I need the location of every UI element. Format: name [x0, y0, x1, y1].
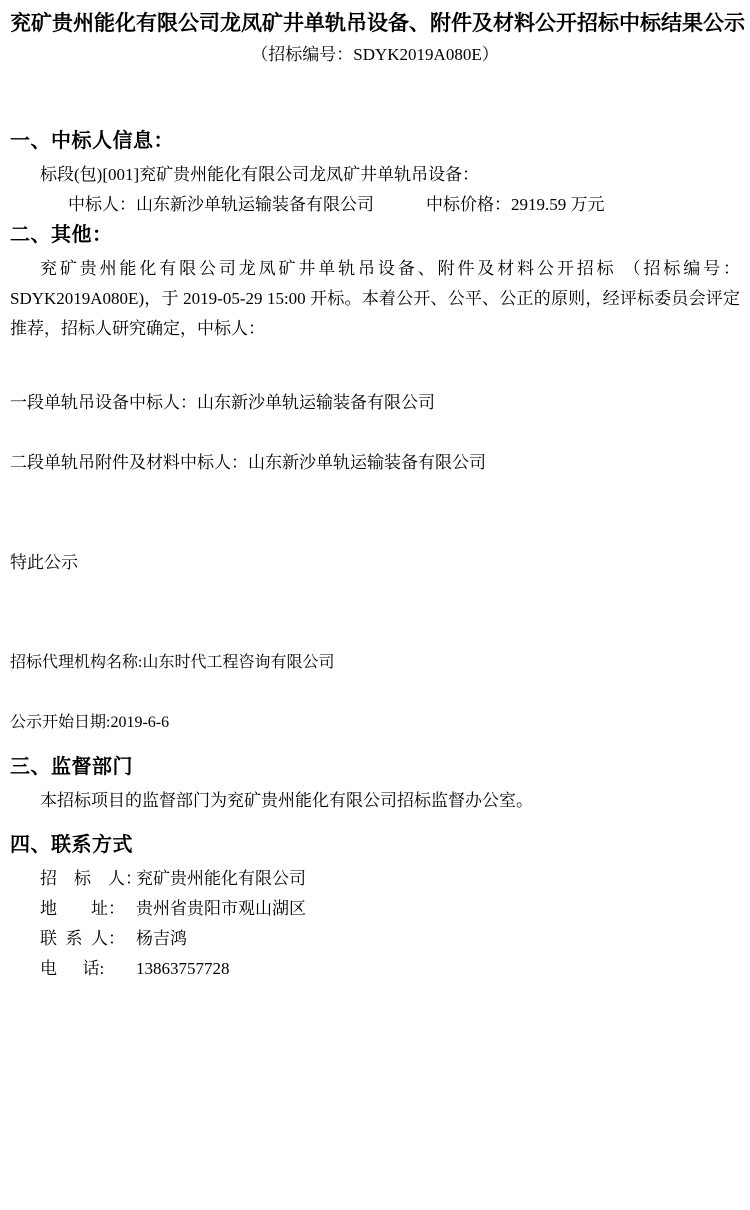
section-heading-contact: 四、联系方式: [10, 834, 133, 856]
contact-label: 招 标 人：: [40, 869, 142, 888]
price-label: 中标价格：: [426, 195, 511, 214]
spacer: [10, 816, 740, 830]
contact-value: 杨吉鸿: [136, 929, 187, 948]
contact-label: 电 话:: [40, 959, 105, 978]
contact-value: 13863757728: [136, 959, 230, 978]
contact-row-person: [10, 924, 740, 954]
section-heading-winner: 一、中标人信息：: [10, 130, 174, 152]
winner-row: [10, 190, 740, 220]
winner-name: 山东新沙单轨运输装备有限公司: [136, 195, 374, 214]
lot-line: 标段(包)[001]兖矿贵州能化有限公司龙凤矿井单轨吊设备：: [40, 165, 480, 184]
spacer: [10, 478, 740, 548]
contact-label: 地 址：: [40, 899, 125, 918]
contact-row-phone: [10, 954, 740, 984]
winner-label: 中标人：: [68, 195, 136, 214]
contact-label: 联 系 人：: [40, 929, 125, 948]
result-line-1: 一段单轨吊设备中标人：山东新沙单轨运输装备有限公司: [10, 393, 435, 412]
agency-line: 招标代理机构名称:山东时代工程咨询有限公司: [10, 654, 335, 671]
contact-row-address: [10, 894, 740, 924]
contact-row-tenderer: [10, 864, 740, 894]
contact-value: 兖矿贵州能化有限公司: [136, 869, 306, 888]
section-heading-other: 二、其他：: [10, 224, 113, 246]
spacer: [10, 418, 740, 448]
other-paragraph: 兖矿贵州能化有限公司龙凤矿井单轨吊设备、附件及材料公开招标 （招标编号：SDYK2019A080E)，于 2019-05-29 15:00 开标。本着公开、公平、公正的原则，经评标委员会评定推荐，招标人研究确定，中标人：: [10, 259, 740, 338]
page-title: 兖矿贵州能化有限公司龙凤矿井单轨吊设备、附件及材料公开招标中标结果公示: [10, 11, 745, 35]
spacer: [10, 70, 740, 126]
page-subtitle: （招标编号：SDYK2019A080E）: [251, 45, 499, 64]
spacer: [10, 344, 740, 388]
notice-line: 特此公示: [10, 553, 78, 572]
spacer: [10, 678, 740, 708]
spacer: [10, 578, 740, 648]
publish-date-line: 公示开始日期:2019-6-6: [10, 714, 170, 731]
row-gap: [374, 190, 426, 220]
supervision-paragraph: 本招标项目的监督部门为兖矿贵州能化有限公司招标监督办公室。: [40, 791, 533, 810]
contact-value: 贵州省贵阳市观山湖区: [136, 899, 306, 918]
spacer: [10, 738, 740, 752]
result-line-2: 二段单轨吊附件及材料中标人：山东新沙单轨运输装备有限公司: [10, 453, 486, 472]
price-value: 2919.59 万元: [511, 195, 605, 214]
section-heading-supervision: 三、监督部门: [10, 756, 133, 778]
